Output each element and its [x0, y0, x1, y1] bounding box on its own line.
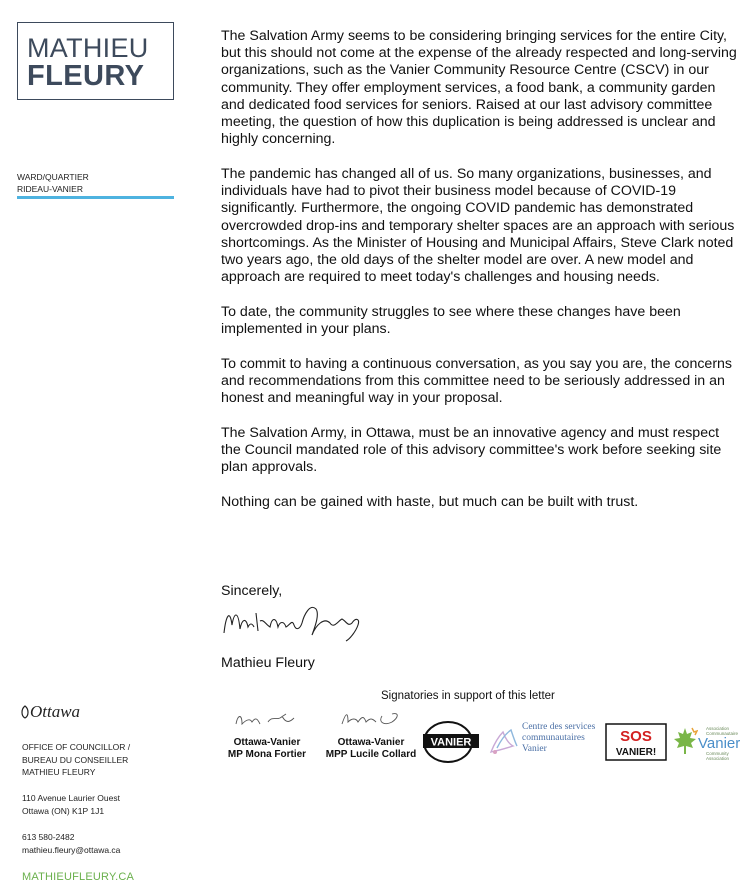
vca-association-top: Association Communautaire — [706, 726, 739, 736]
office-line3: MATHIEU FLEURY — [22, 767, 96, 777]
ottawa-mark-icon — [20, 705, 30, 719]
mpp-riding: Ottawa-Vanier — [337, 737, 405, 748]
vanier-bia-logo — [421, 718, 483, 764]
vca-name: Vanier — [698, 735, 741, 752]
paragraph-5: The Salvation Army, in Ottawa, must be an innovative agency and must respect the Council mandated role of this advisory committee's work before seeking site plan approvals. — [221, 424, 722, 476]
logo-first-name: MATHIEU — [27, 33, 149, 63]
contact-block — [22, 831, 120, 856]
office-line1: OFFICE OF COUNCILLOR / — [22, 742, 131, 752]
councillor-logo — [17, 22, 174, 100]
handwritten-signature — [220, 595, 365, 645]
paragraph-3: To date, the community struggles to see where these changes have been implemented in your plans. — [221, 303, 681, 338]
sos-vanier-text: VANIER! — [615, 747, 657, 758]
ward-line2: RIDEAU-VANIER — [17, 184, 83, 194]
cs-line2: communautaires — [522, 733, 585, 743]
letter-body — [221, 28, 737, 529]
ward-label — [17, 171, 89, 195]
mpp-name: MPP Lucile Collard — [325, 749, 417, 760]
mp-block — [222, 737, 312, 761]
phone-number: 613 580-2482 — [22, 832, 75, 842]
sos-vanier-logo — [605, 723, 667, 761]
mpp-signature — [336, 708, 406, 730]
logo-last-name: FLEURY — [27, 60, 145, 92]
maple-leaf-icon — [672, 724, 698, 758]
ottawa-logo — [20, 702, 80, 722]
cs-line3: Vanier — [522, 744, 547, 754]
vanier-logo-text: VANIER — [430, 736, 472, 749]
community-centre-name — [522, 722, 595, 755]
sos-text: SOS — [620, 728, 652, 745]
mp-riding: Ottawa-Vanier — [233, 737, 301, 748]
mp-signature — [232, 710, 302, 730]
mp-name: MP Mona Fortier — [227, 749, 307, 760]
paragraph-2: The pandemic has changed all of us. So many organizations, businesses, and individuals have had to pivot their business model because of COVID-19 significantly. Furthermore, the ongoing COVID pandemic has demonstrated overcrowded drop-ins and temporary shelter spaces are an approach with serious shortcomings. As the Minister of Housing and Municipal Affairs, Steve Clark noted two years ago, the old days of the shelter model are over. A new model and approach are required to meet today's challenges and housing needs. — [221, 165, 735, 286]
email-address: mathieu.fleury@ottawa.ca — [22, 844, 121, 855]
closing: Sincerely, — [221, 583, 283, 599]
ottawa-logo-text: Ottawa — [30, 702, 81, 721]
mpp-block — [316, 737, 426, 761]
cs-line1: Centre des services — [522, 722, 596, 732]
paragraph-4: To commit to having a continuous conversation, as you say you are, the concerns and recommendations from this committee need to be seriously addressed in an honest and meaningful way in your proposal. — [221, 355, 733, 407]
ward-line1: WARD/QUARTIER — [17, 172, 89, 182]
website-link[interactable]: MATHIEUFLEURY.CA — [22, 871, 135, 883]
address-line2: Ottawa (ON) K1P 1J1 — [22, 805, 105, 816]
address-line1: 110 Avenue Laurier Ouest — [22, 793, 120, 803]
signer-name: Mathieu Fleury — [221, 655, 315, 671]
office-block — [22, 741, 130, 779]
ward-accent-bar — [17, 196, 174, 199]
signatories-caption: Signatories in support of this letter — [381, 690, 555, 702]
address-block — [22, 792, 120, 817]
community-centre-logo-icon — [487, 722, 521, 758]
paragraph-6: Nothing can be gained with haste, but much can be built with trust. — [221, 493, 639, 510]
paragraph-1: The Salvation Army seems to be considering bringing services for the entire City, but this should not come at the expense of the already respected and long-serving organizations, such as the Vanier Community Resource Centre (CSCV) in our community. They offer employment services, a food bank, a community garden and dedicated food services for seniors. Raised at our last advisory committee meeting, the question of how this duplication is being addressed is unclear and highly concerning. — [221, 28, 737, 148]
vca-association-bottom: Community Association — [706, 751, 730, 761]
office-line2: BUREAU DU CONSEILLER — [22, 754, 129, 765]
